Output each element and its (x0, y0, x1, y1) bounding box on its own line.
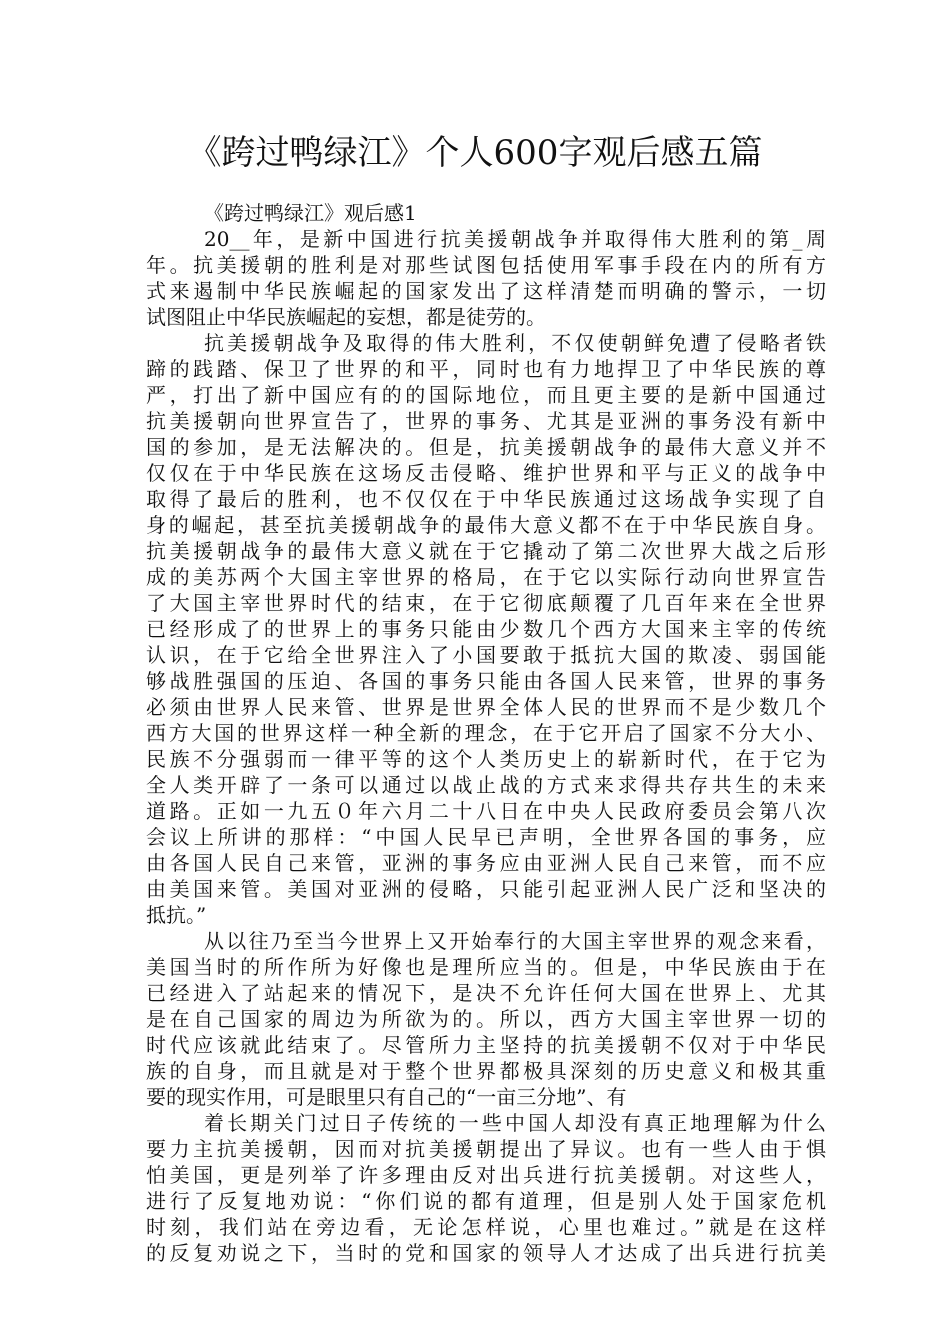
paragraph-line: 美国当时的所作所为好像也是理所应当的。但是，中华民族由于在 (146, 955, 826, 979)
paragraph-line: 试图阻止中华民族崛起的妄想，都是徒劳的。 (146, 305, 546, 329)
section-heading: 《跨过鸭绿江》观后感1 (204, 201, 417, 225)
paragraph-line: 仅仅在于中华民族在这场反击侵略、维护世界和平与正义的战争中 (146, 461, 826, 485)
paragraph-line: 已经形成了的世界上的事务只能由少数几个西方大国来主宰的传统 (146, 617, 826, 641)
paragraph-line: 是在自己国家的周边为所欲为的。所以，西方大国主宰世界一切的 (146, 1007, 826, 1031)
paragraph-line: 抗美援朝战争及取得的伟大胜利，不仅使朝鲜免遭了侵略者铁 (204, 331, 826, 355)
paragraph-line: 式来遏制中华民族崛起的国家发出了这样清楚而明确的警示，一切 (146, 279, 826, 303)
paragraph-line: 全人类开辟了一条可以通过以战止战的方式来求得共存共生的未来 (146, 773, 826, 797)
paragraph-line: 成的美苏两个大国主宰世界的格局，在于它以实际行动向世界宣告 (146, 565, 826, 589)
paragraph-line: 由各国人民自己来管，亚洲的事务应由亚洲人民自己来管，而不应 (146, 851, 826, 875)
paragraph-line: 的反复劝说之下，当时的党和国家的领导人才达成了出兵进行抗美 (146, 1241, 826, 1265)
paragraph-line: 道路。正如一九五０年六月二十八日在中央人民政府委员会第八次 (146, 799, 826, 823)
paragraph-line: 时代应该就此结束了。尽管所力主坚持的抗美援朝不仅对于中华民 (146, 1033, 826, 1057)
paragraph-line: 抗美援朝向世界宣告了，世界的事务、尤其是亚洲的事务没有新中 (146, 409, 826, 433)
paragraph-line: 由美国来管。美国对亚洲的侵略，只能引起亚洲人民广泛和坚决的 (146, 877, 826, 901)
paragraph-line: 会议上所讲的那样：“中国人民早已声明，全世界各国的事务，应 (146, 825, 826, 849)
paragraph-line: 蹄的践踏、保卫了世界的和平，同时也有力地捍卫了中华民族的尊 (146, 357, 826, 381)
paragraph-line: 了大国主宰世界时代的结束，在于它彻底颠覆了几百年来在全世界 (146, 591, 826, 615)
paragraph-line: 已经进入了站起来的情况下，是决不允许任何大国在世界上、尤其 (146, 981, 826, 1005)
paragraph-line: 怕美国，更是列举了许多理由反对出兵进行抗美援朝。对这些人， (146, 1163, 826, 1187)
paragraph-line: 着长期关门过日子传统的一些中国人却没有真正地理解为什么 (204, 1111, 826, 1135)
paragraph-line: 严，打出了新中国应有的的国际地位，而且更主要的是新中国通过 (146, 383, 826, 407)
paragraph-line: 要的现实作用，可是眼里只有自己的“一亩三分地”、有 (146, 1085, 627, 1109)
paragraph-line: 进行了反复地劝说：“你们说的都有道理，但是别人处于国家危机 (146, 1189, 826, 1213)
paragraph-line: 身的崛起，甚至抗美援朝战争的最伟大意义都不在于中华民族自身。 (146, 513, 826, 537)
paragraph-line: 必须由世界人民来管、世界是世界全体人民的世界而不是少数几个 (146, 695, 826, 719)
paragraph-line: 从以往乃至当今世界上又开始奉行的大国主宰世界的观念来看， (204, 929, 826, 953)
paragraph-line: 国的参加，是无法解决的。但是，抗美援朝战争的最伟大意义并不 (146, 435, 826, 459)
paragraph-line: 年。抗美援朝的胜利是对那些试图包括使用军事手段在内的所有方 (146, 253, 826, 277)
document-body (146, 200, 826, 1266)
paragraph-line: 族的自身，而且就是对于整个世界都极具深刻的历史意义和极其重 (146, 1059, 826, 1083)
document-title: 《跨过鸭绿江》个人600字观后感五篇 (187, 133, 763, 173)
paragraph-line: 西方大国的世界这样一种全新的理念，在于它开启了国家不分大小、 (146, 721, 826, 745)
paragraph-line: 民族不分强弱而一律平等的这个人类历史上的崭新时代，在于它为 (146, 747, 826, 771)
paragraph-line: 时刻，我们站在旁边看，无论怎样说，心里也难过。”就是在这样 (146, 1215, 826, 1239)
paragraph-line: 认识，在于它给全世界注入了小国要敢于抵抗大国的欺凌、弱国能 (146, 643, 826, 667)
paragraph-line: 抵抗。” (146, 903, 207, 927)
paragraph-line: 抗美援朝战争的最伟大意义就在于它撬动了第二次世界大战之后形 (146, 539, 826, 563)
paragraph-line: 够战胜强国的压迫、各国的事务只能由各国人民来管，世界的事务 (146, 669, 826, 693)
paragraph-line: 20__年，是新中国进行抗美援朝战争并取得伟大胜利的第_周 (204, 227, 826, 251)
paragraph-line: 取得了最后的胜利，也不仅仅在于中华民族通过这场战争实现了自 (146, 487, 826, 511)
paragraph-line: 要力主抗美援朝，因而对抗美援朝提出了异议。也有一些人由于惧 (146, 1137, 826, 1161)
